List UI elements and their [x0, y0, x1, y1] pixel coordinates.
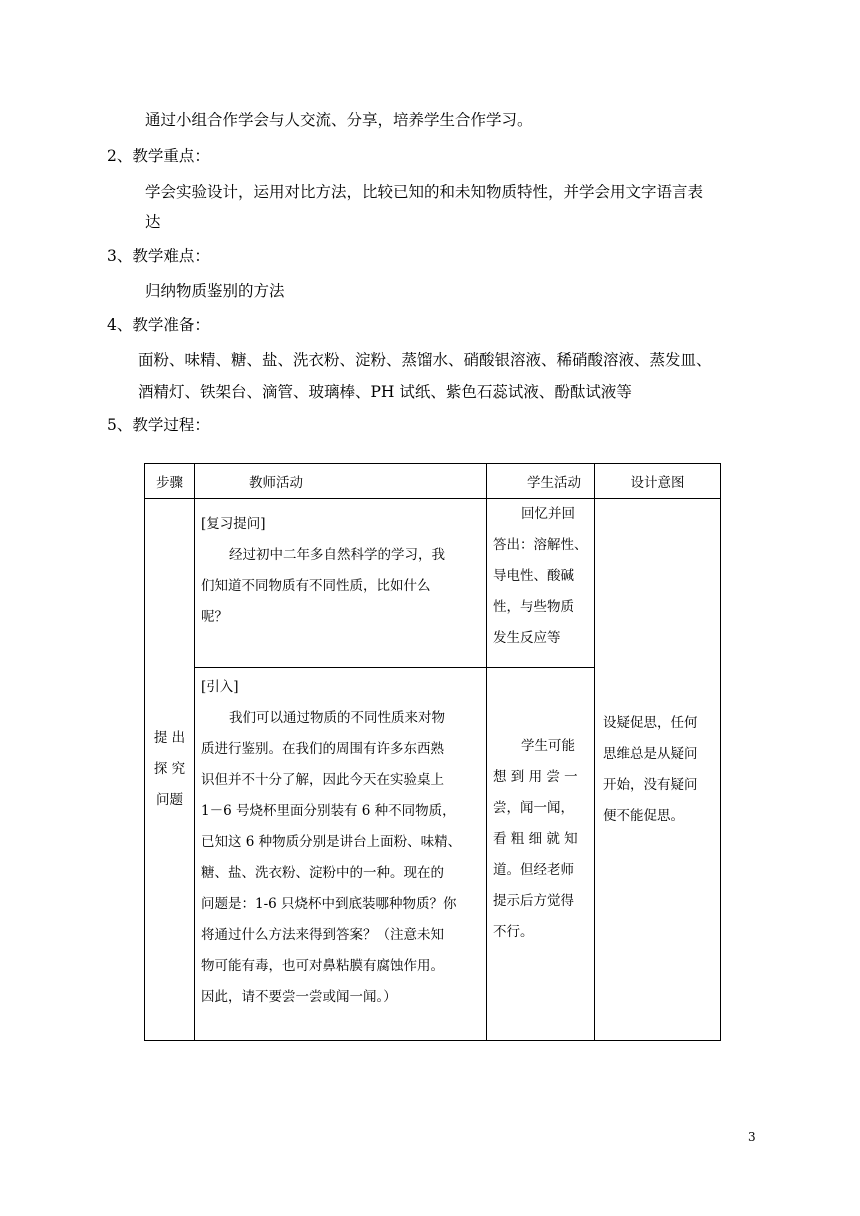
section-heading-process: 5、教学过程：	[107, 416, 210, 434]
intro-line: 通过小组合作学会与人交流、分享，培养学生合作学习。	[145, 111, 533, 129]
teacher-activity-review: [复习提问] 经过初中二年多自然科学的学习，我 们知道不同物质有不同性质，比如什么 呢？	[195, 499, 487, 668]
page-number: 3	[748, 1130, 756, 1144]
header-design-intent: 设计意图	[595, 464, 721, 499]
table-header-row	[145, 464, 721, 499]
design-intent-cell: 设疑促思，任何 思维总是从疑问 开始，没有疑问 便不能促思。	[595, 499, 721, 1041]
student-activity-guess: 学生可能 想 到 用 尝 一 尝，闻一闻， 看 粗 细 就 知 道。但经老师 提示后方觉得 不行。	[487, 668, 595, 1041]
section-heading-key-points: 2、教学重点：	[107, 147, 210, 165]
header-teacher-activity: 教师活动	[195, 464, 487, 499]
lesson-table	[144, 463, 721, 1041]
step-label: 提 出 探 究 问题	[153, 730, 186, 808]
table-row	[145, 499, 721, 668]
key-points-line-1: 学会实验设计，运用对比方法，比较已知的和未知物质特性，并学会用文字语言表	[145, 183, 704, 201]
teacher-intro-title: [引入]	[201, 679, 239, 695]
key-points-line-2: 达	[145, 213, 161, 231]
header-student-activity: 学生活动	[487, 464, 595, 499]
student-activity-recall: 回忆并回 答出：溶解性、 导电性、酸碱 性，与些物质 发生反应等	[487, 499, 595, 668]
step-cell	[145, 499, 195, 1041]
difficulties-line-1: 归纳物质鉴别的方法	[145, 282, 285, 300]
section-heading-preparation: 4、教学准备：	[107, 316, 210, 334]
header-step: 步骤	[145, 464, 195, 499]
teacher-activity-introduction: [引入] 我们可以通过物质的不同性质来对物 质进行鉴别。在我们的周围有许多东西熟 识但并不十分了解，因此今天在实验桌上 1－6 号烧杯里面分别装有 6 种不同物质， 已知这 6 种物质分别是讲台上面粉、味精、 糖、盐、洗衣粉、淀粉中的一种。现在的 问题是：1-6 只烧杯中到底装哪种物质？你 将通过什么方法来得到答案？（注意未知 物可能有毒，也可对鼻粘膜有腐蚀作用。 因此，请不要尝一尝或闻一闻。）	[195, 668, 487, 1041]
section-heading-difficulties: 3、教学难点：	[107, 247, 210, 265]
preparation-line-2: 酒精灯、铁架台、滴管、玻璃棒、PH 试纸、紫色石蕊试液、酚酞试液等	[138, 383, 632, 401]
teacher-review-title: [复习提问]	[201, 516, 266, 532]
preparation-line-1: 面粉、味精、糖、盐、洗衣粉、淀粉、蒸馏水、硝酸银溶液、稀硝酸溶液、蒸发皿、	[138, 351, 712, 369]
